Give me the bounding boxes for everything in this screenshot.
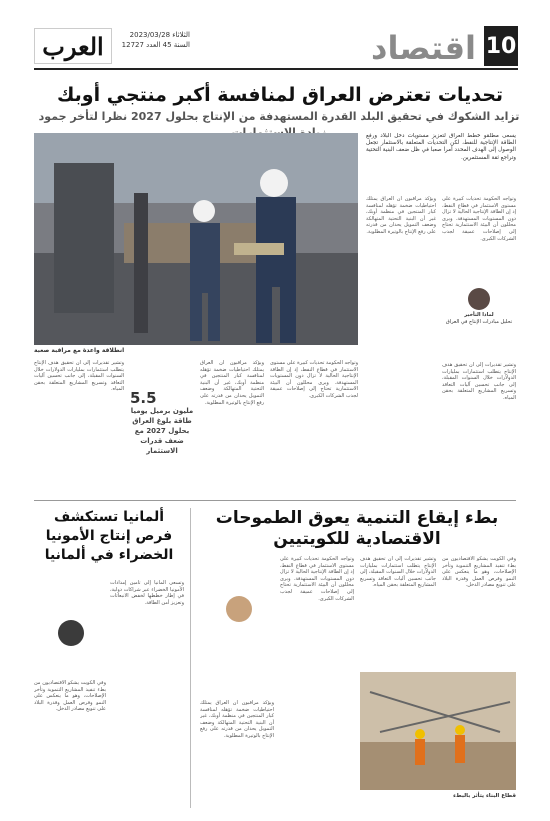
logo-text: العرب [42, 31, 104, 61]
section-title: اقتصاد [371, 29, 476, 67]
author-photo [468, 288, 490, 310]
column-divider [190, 508, 191, 808]
issue-info [120, 30, 190, 50]
quote-value: 5.5 [130, 389, 157, 407]
main-photo [34, 133, 358, 345]
photo-caption: انطلاقة واعدة مع مراقبة صعبة [34, 347, 125, 354]
text-column-6: وتشير تقديرات إلى أن تحقيق هدف الإنتاج يتطلب استثمارات بمليارات الدولارات خلال السنوات المقبلة، إلى جانب تحسين آليات التعاقد وتسريع المشاريع المتعلقة بحقن المياه. [34, 360, 124, 393]
issue-number: السنة 45 العدد 12727 [121, 41, 190, 49]
kuwait-text-2: وتشير تقديرات إلى أن تحقيق هدف الإنتاج يتطلب استثمارات بمليارات الدولارات خلال السنوات المقبلة، إلى جانب تحسين آليات التعاقد وتسريع المشاريع المتعلقة بحقن المياه. [360, 556, 436, 589]
main-subheadline: تزايد الشكوك في تحقيق البلد القدرة المستهدفة من الإنتاج بحلول 2027 نظرا لتأخر جمود [38, 110, 520, 123]
construction-illustration [360, 672, 516, 790]
kuwait-text-4: ويؤكد مراقبون أن العراق يمتلك احتياطيات ضخمة تؤهله لمنافسة كبار المنتجين في منظمة أوبك، غير أن البنية التحتية المتهالكة وضعف التمويل يحدان من قدرته على رفع الإنتاج بالوتيرة المطلوبة. [200, 700, 274, 739]
text-column-3: وتشير تقديرات إلى أن تحقيق هدف الإنتاج يتطلب استثمارات بمليارات الدولارات خلال السنوات المقبلة، إلى جانب تحسين آليات التعاقد وتسريع المشاريع المتعلقة بحقن المياه. [442, 362, 516, 401]
section-divider [34, 500, 516, 501]
analyst-box [38, 620, 104, 648]
text-column-5: ويؤكد مراقبون أن العراق يمتلك احتياطيات ضخمة تؤهله لمنافسة كبار المنتجين في منظمة أوبك، غير أن البنية التحتية المتهالكة وضعف التمويل يحدان من قدرته على رفع الإنتاج بالوتيرة المطلوبة. [200, 360, 264, 406]
lead-paragraph: يسعى مطلقو خطط العراق لتعزيز مستويات دخل البلاد ورفع الطاقة الإنتاجية للنفط، لكن التحديات المتعلقة بالاستثمار تجعل الوصول إلى الهدف المحدد أمرا صعبا في ظل ضعف البنية التحتية وتراجع ثقة المستثمرين. [366, 133, 516, 161]
text-column-2: ويؤكد مراقبون أن العراق يمتلك احتياطيات ضخمة تؤهله لمنافسة كبار المنتجين في منظمة أوبك، غير أن البنية التحتية المتهالكة وضعف التمويل يحدان من قدرته على رفع الإنتاج بالوتيرة المطلوبة. [366, 196, 436, 235]
logo [34, 28, 112, 64]
author-name: لماذا التأخير [464, 312, 494, 318]
kuwait-text-3: وتواجه الحكومة تحديات كبيرة على مستوى الاستثمار في قطاع النفط، إذ إن الطاقة الإنتاجية الحالية لا تزال دون المستويات المستهدفة. ويرى محللون أن البيئة الاستثمارية تحتاج إلى إصلاحات عميقة لجذب الشركات الكبرى. [280, 556, 354, 602]
page-header [34, 26, 518, 70]
issue-date: الثلاثاء 2023/03/28 [129, 31, 190, 39]
text-column-4: وتواجه الحكومة تحديات كبيرة على مستوى الاستثمار في قطاع النفط، إذ إن الطاقة الإنتاجية الحالية لا تزال دون المستويات المستهدفة. ويرى محللون أن البيئة الاستثمارية تحتاج إلى إصلاحات عميقة لجذب الشركات الكبرى. [270, 360, 358, 399]
text-column-1: وتواجه الحكومة تحديات كبيرة على مستوى الاستثمار في قطاع النفط، إذ إن الطاقة الإنتاجية الحالية لا تزال دون المستويات المستهدفة. ويرى محللون أن البيئة الاستثمارية تحتاج إلى إصلاحات عميقة لجذب الشركات الكبرى. [442, 196, 516, 242]
main-headline: تحديات تعترض العراق لمنافسة أكبر منتجي أوبك [56, 84, 504, 106]
expert-photo [226, 596, 252, 622]
kuwait-text-1: وفي الكويت يشكو الاقتصاديون من بطء تنفيذ المشاريع التنموية وتأخر الإصلاحات، وهو ما ينعكس على النمو وفرص العمل وقدرة البلاد على تنويع مصادر الدخل. [442, 556, 516, 589]
pull-quote [130, 390, 194, 456]
oil-workers-illustration [34, 133, 358, 345]
construction-photo [360, 672, 516, 790]
author-note: تحليل مبادرات الإنتاج في العراق [445, 319, 513, 325]
germany-text-1: وتسعى ألمانيا إلى تأمين إمدادات الأمونيا الخضراء عبر شراكات دولية، في إطار خططها لخفض الانبعاثات وتعزيز أمن الطاقة. [110, 580, 184, 606]
author-box [442, 288, 516, 358]
kuwait-headline: بطء إيقاع التنمية يعوق الطموحات الاقتصادية للكويتيين [215, 508, 499, 549]
analyst-photo [58, 620, 84, 646]
germany-headline: ألمانيا تستكشف فرص إنتاج الأمونيا الخضراء في ألمانيا [44, 509, 174, 563]
expert-box [204, 596, 274, 624]
germany-text-2: وفي الكويت يشكو الاقتصاديون من بطء تنفيذ المشاريع التنموية وتأخر الإصلاحات، وهو ما ينعكس على النمو وفرص العمل وقدرة البلاد على تنويع مصادر الدخل. [34, 680, 106, 713]
construction-caption: قطاع البناء يتأثر بالبطء [453, 793, 516, 799]
quote-text: مليون برميل يوميا طاقة بلوغ العراق بحلول 2027 مع ضعف قدرات الاستثمار [130, 407, 194, 455]
page-number: 10 [484, 26, 518, 66]
